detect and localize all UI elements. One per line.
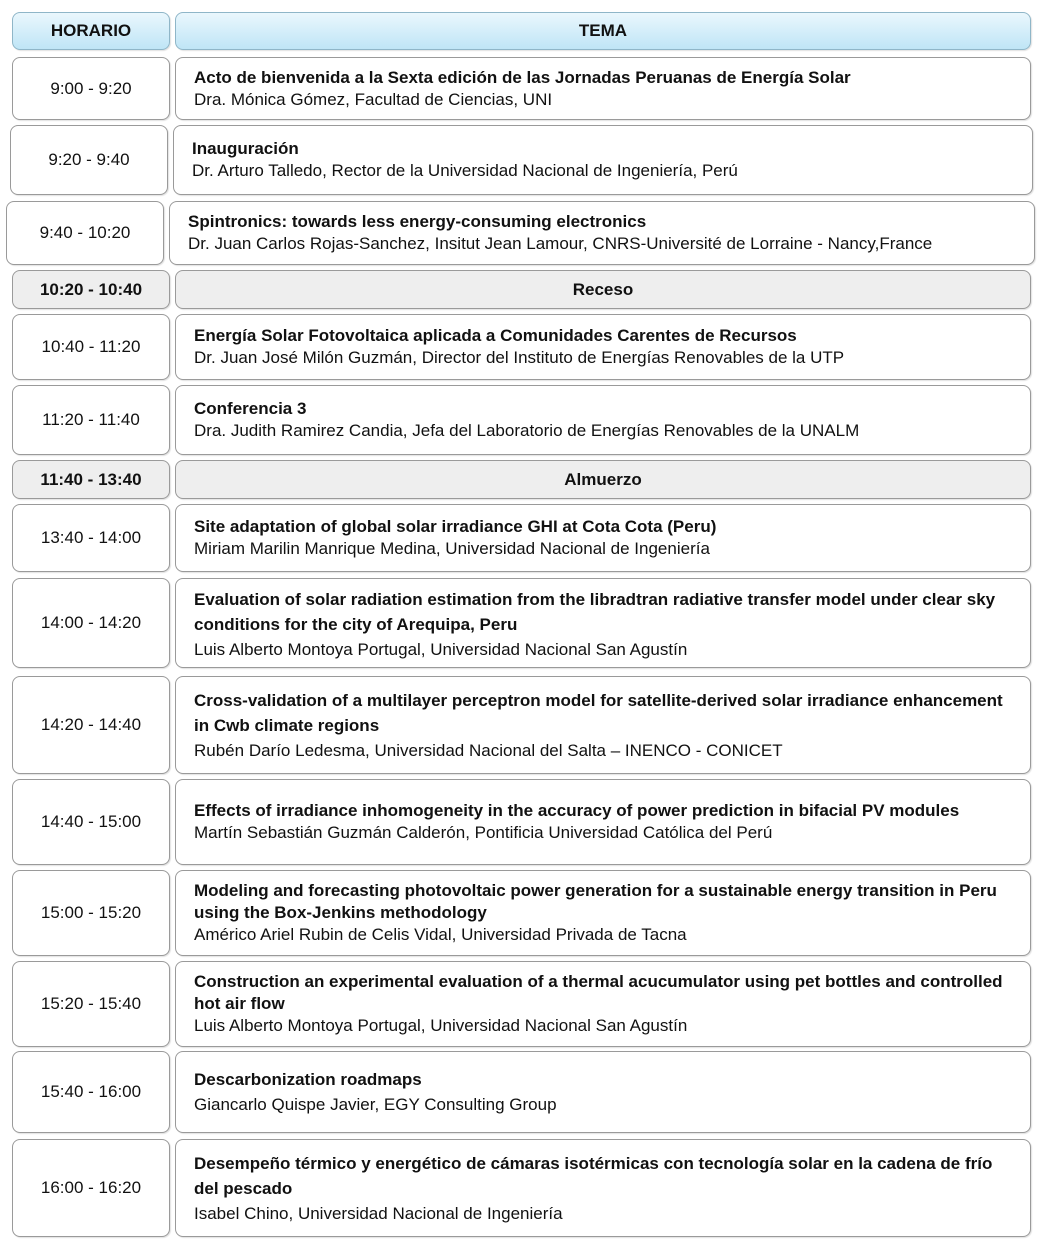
topic-cell — [169, 201, 1035, 265]
topic-cell — [175, 1051, 1031, 1133]
topic-cell — [175, 676, 1031, 774]
topic-cell — [175, 57, 1031, 120]
topic-cell — [175, 961, 1031, 1047]
session-title: Site adaptation of global solar irradiance GHI at Cota Cota (Peru) — [194, 517, 717, 536]
session-title: Energía Solar Fotovoltaica aplicada a Comunidades Carentes de Recursos — [194, 326, 797, 345]
topic-cell — [175, 504, 1031, 572]
session-title: Descarbonization roadmaps — [194, 1070, 422, 1089]
topic-cell — [175, 385, 1031, 455]
session-title: Acto de bienvenida a la Sexta edición de las Jornadas Peruanas de Energía Solar — [194, 67, 851, 87]
topic-cell — [175, 1139, 1031, 1237]
session-speaker: Dra. Mónica Gómez, Facultad de Ciencias, UNI — [194, 89, 553, 109]
session-title: Cross-validation of a multilayer perceptron model for satellite-derived solar irradiance enhancement in Cwb climate regions — [194, 690, 1003, 735]
session-speaker: Dr. Juan Carlos Rojas-Sanchez, Insitut Jean Lamour, CNRS-Université de Lorraine - Nancy,France — [188, 234, 933, 253]
session-speaker: Luis Alberto Montoya Portugal, Universidad Nacional San Agustín — [194, 1016, 688, 1035]
time-cell: 13:40 - 14:00 — [12, 504, 170, 572]
topic-cell — [175, 578, 1031, 668]
topic-cell — [175, 314, 1031, 380]
time-cell: 14:20 - 14:40 — [12, 676, 170, 774]
session-speaker: Dra. Judith Ramirez Candia, Jefa del Laboratorio de Energías Renovables de la UNALM — [194, 421, 860, 440]
session-title: Inauguración — [192, 139, 299, 158]
topic-cell — [175, 870, 1031, 956]
time-cell: 9:20 - 9:40 — [10, 125, 168, 195]
time-cell: 14:00 - 14:20 — [12, 578, 170, 668]
session-speaker: Miriam Marilin Manrique Medina, Universidad Nacional de Ingeniería — [194, 539, 710, 558]
session-speaker: Isabel Chino, Universidad Nacional de Ingeniería — [194, 1203, 563, 1223]
session-title: Desempeño térmico y energético de cámaras isotérmicas con tecnología solar en la cadena de frío del pescado — [194, 1153, 993, 1198]
session-title: Construction an experimental evaluation of a thermal acucumulator using pet bottles and controlled hot air flow — [194, 972, 1003, 1013]
session-title: Conferencia 3 — [194, 399, 307, 418]
time-cell: 15:40 - 16:00 — [12, 1051, 170, 1133]
session-title: Spintronics: towards less energy-consuming electronics — [188, 212, 647, 231]
session-title: Modeling and forecasting photovoltaic power generation for a sustainable energy transition in Peru using the Box-Jenkins methodology — [194, 881, 997, 922]
session-speaker: Dr. Arturo Talledo, Rector de la Universidad Nacional de Ingeniería, Perú — [192, 161, 738, 180]
time-cell: 9:40 - 10:20 — [6, 201, 164, 265]
time-cell: 9:00 - 9:20 — [12, 57, 170, 120]
time-cell: 15:00 - 15:20 — [12, 870, 170, 956]
break-time-cell: 11:40 - 13:40 — [12, 460, 170, 499]
break-time-cell: 10:20 - 10:40 — [12, 270, 170, 309]
time-cell: 10:40 - 11:20 — [12, 314, 170, 380]
header-horario: HORARIO — [12, 12, 170, 50]
session-speaker: Dr. Juan José Milón Guzmán, Director del Instituto de Energías Renovables de la UTP — [194, 348, 845, 367]
session-speaker: Rubén Darío Ledesma, Universidad Nacional del Salta – INENCO - CONICET — [194, 740, 783, 760]
session-speaker: Giancarlo Quispe Javier, EGY Consulting Group — [194, 1095, 557, 1114]
session-speaker: Américo Ariel Rubin de Celis Vidal, Universidad Privada de Tacna — [194, 925, 687, 944]
session-speaker: Martín Sebastián Guzmán Calderón, Pontificia Universidad Católica del Perú — [194, 823, 773, 842]
topic-cell — [173, 125, 1033, 195]
break-label: Receso — [175, 270, 1031, 309]
time-cell: 11:20 - 11:40 — [12, 385, 170, 455]
session-title: Evaluation of solar radiation estimation from the libradtran radiative transfer model under clear sky conditions for the city of Arequipa, Peru — [194, 589, 996, 634]
topic-cell — [175, 779, 1031, 865]
header-tema: TEMA — [175, 12, 1031, 50]
time-cell: 16:00 - 16:20 — [12, 1139, 170, 1237]
session-title: Effects of irradiance inhomogeneity in the accuracy of power prediction in bifacial PV modules — [194, 801, 960, 820]
break-label: Almuerzo — [175, 460, 1031, 499]
time-cell: 15:20 - 15:40 — [12, 961, 170, 1047]
time-cell: 14:40 - 15:00 — [12, 779, 170, 865]
session-speaker: Luis Alberto Montoya Portugal, Universidad Nacional San Agustín — [194, 639, 688, 659]
